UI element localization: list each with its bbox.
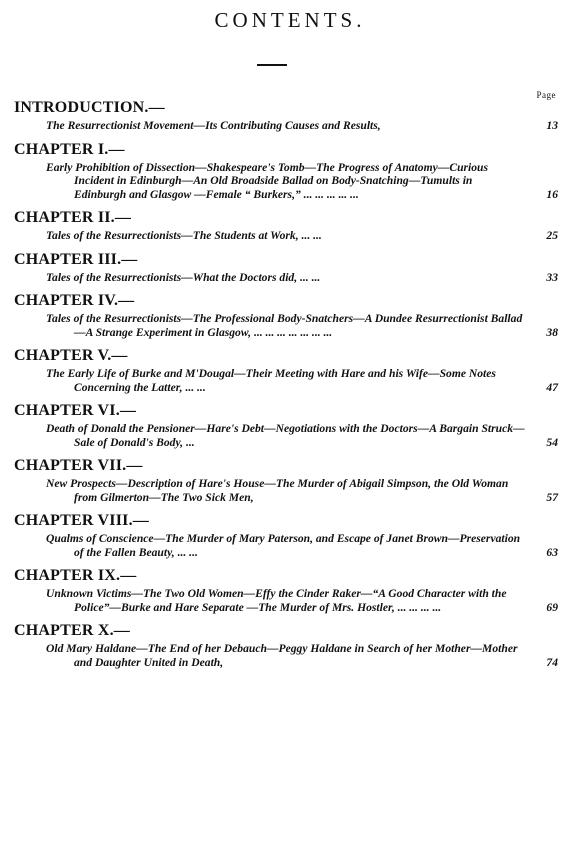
page-title: CONTENTS. [214, 8, 366, 32]
entry-heading: CHAPTER IX.— [14, 567, 137, 584]
entry-heading: CHAPTER X.— [14, 622, 130, 639]
contents-entry [14, 401, 574, 449]
entry-heading: CHAPTER VI.— [14, 402, 137, 419]
entry-description: Tales of the Resurrectionists—What the Doctors did, ... ... [46, 270, 321, 284]
contents-entry [14, 456, 574, 504]
contents-entry [14, 566, 574, 614]
entry-description: The Resurrectionist Movement—Its Contributing Causes and Results, [46, 119, 381, 132]
entry-page-number: 63 [546, 545, 558, 559]
entry-page-number: 33 [546, 270, 558, 284]
contents-entry [14, 98, 574, 133]
entry-page-number: 38 [546, 325, 558, 339]
entry-heading: CHAPTER III.— [14, 250, 138, 268]
entry-page-number: 13 [546, 119, 558, 132]
contents-entry [14, 250, 574, 285]
entry-description: Tales of the Resurrectionists—The Professional Body-Snatchers—A Dundee Resurrectionist Ballad—A Strange Experiment in Glasgow, ... ... ... ... ... ... ... [46, 312, 523, 339]
contents-entry [14, 621, 574, 669]
entry-description: Early Prohibition of Dissection—Shakespeare's Tomb—The Progress of Anatomy—Curious Incident in Edinburgh—An Old Broadside Ballad on Body-Snatching—Tumults in Edinburgh and Glasgow —Female “ Burkers,” ... ... ... ... ... [46, 160, 489, 201]
title-divider [257, 64, 287, 66]
entry-page-number: 47 [546, 380, 558, 394]
entry-description: Unknown Victims—The Two Old Women—Effy the Cinder Raker—“A Good Character with the Police”—Burke and Hare Separate —The Murder of Mrs. Hostler, ... ... ... ... [46, 587, 507, 614]
contents-entry [14, 511, 574, 559]
contents-entry [14, 346, 574, 394]
entry-description: Old Mary Haldane—The End of her Debauch—Peggy Haldane in Search of her Mother—Mother and Daughter United in Death, [46, 642, 518, 669]
entry-page-number: 74 [546, 655, 558, 669]
contents-entry [14, 140, 574, 202]
contents-entry [14, 291, 574, 339]
entry-heading: CHAPTER V.— [14, 347, 128, 364]
contents-entry [14, 208, 574, 243]
entry-heading: CHAPTER IV.— [14, 292, 135, 309]
entry-page-number: 25 [546, 229, 558, 242]
entry-description: New Prospects—Description of Hare's House—The Murder of Abigail Simpson, the Old Woman from Gilmerton—The Two Sick Men, [46, 477, 509, 504]
contents-list [14, 98, 574, 676]
entry-description: Death of Donald the Pensioner—Hare's Debt—Negotiations with the Doctors—A Bargain Struck—Sale of Donald's Body, ... [46, 422, 525, 449]
entry-heading: CHAPTER II.— [14, 209, 132, 226]
entry-heading: INTRODUCTION.— [14, 99, 165, 116]
entry-description: The Early Life of Burke and M'Dougal—Their Meeting with Hare and his Wife—Some Notes Concerning the Latter, ... ... [46, 367, 496, 394]
entry-page-number: 57 [546, 490, 558, 504]
entry-heading: CHAPTER VII.— [14, 457, 143, 474]
entry-heading: CHAPTER VIII.— [14, 512, 149, 529]
page-column-label: Page [536, 90, 556, 100]
entry-page-number: 16 [546, 187, 558, 201]
entry-description: Tales of the Resurrectionists—The Students at Work, ... ... [46, 229, 322, 242]
entry-page-number: 54 [546, 435, 558, 449]
entry-heading: CHAPTER I.— [14, 140, 125, 158]
entry-page-number: 69 [546, 600, 558, 614]
entry-description: Qualms of Conscience—The Murder of Mary Paterson, and Escape of Janet Brown—Preservation of the Fallen Beauty, ... ... [46, 532, 521, 559]
